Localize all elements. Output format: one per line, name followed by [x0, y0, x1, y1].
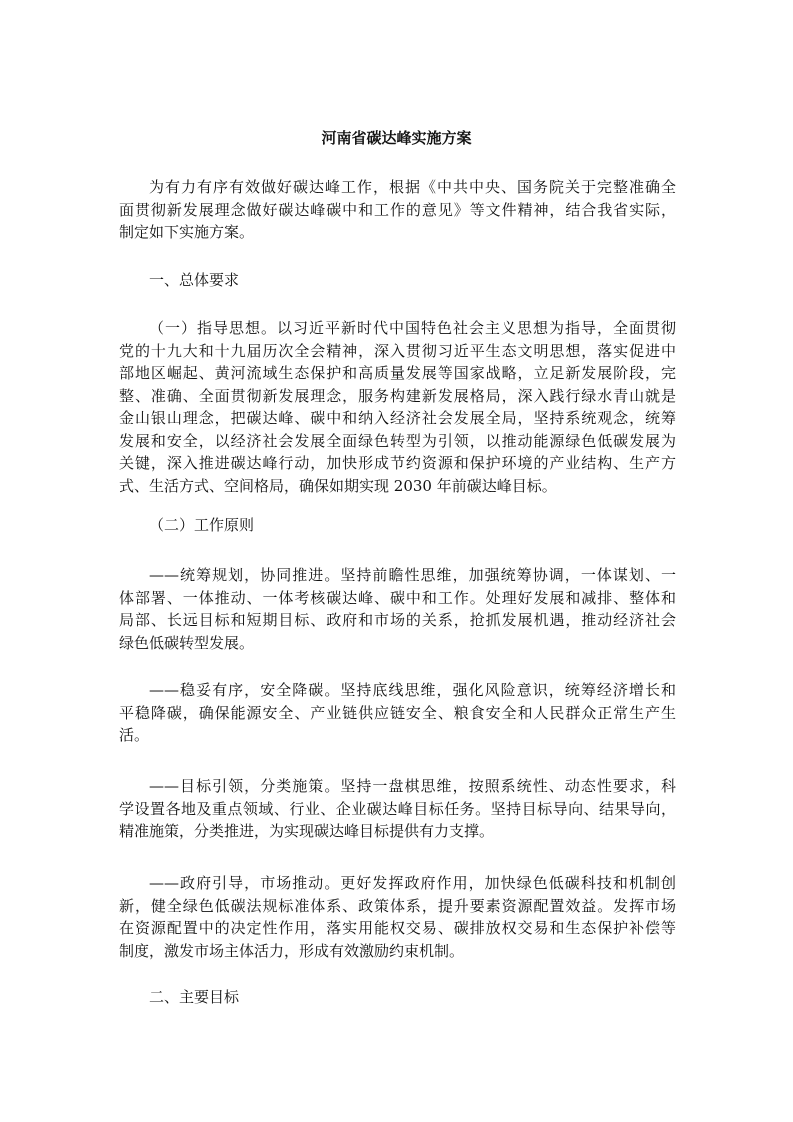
text-line: 部地区崛起、黄河流域生态保护和高质量发展等国家战略，立足新发展阶段，完 — [119, 364, 676, 382]
text-line: 新，健全绿色低碳法规标准体系、政策体系，提升要素资源配置效益。发挥市场 — [119, 896, 676, 915]
text-line: 一、总体要求 — [149, 271, 240, 289]
section-heading — [119, 986, 676, 1009]
paragraph — [119, 775, 676, 843]
text-line: 学设置各地及重点领域、行业、企业碳达峰目标任务。坚持目标导向、结果导向， — [119, 799, 676, 818]
text-line: 发展和安全，以经济社会发展全面绿色转型为引领，以推动能源绿色低碳发展为 — [119, 431, 676, 450]
text-line: （一）指导思想。以习近平新时代中国特色社会主义思想为指导，全面贯彻 — [149, 319, 676, 337]
paragraph — [119, 317, 676, 497]
paragraph — [119, 176, 676, 244]
text-line: 制定如下实施方案。 — [119, 223, 255, 241]
text-line: 精准施策，分类推进，为实现碳达峰目标提供有力支撑。 — [119, 822, 495, 840]
text-line: 平稳降碳，确保能源安全、产业链供应链安全、粮食安全和人民群众正常生产生 — [119, 703, 676, 722]
paragraph — [119, 564, 676, 654]
paragraph — [119, 872, 676, 962]
text-line: 党的十九大和十九届历次全会精神，深入贯彻习近平生态文明思想，落实促进中 — [119, 341, 676, 360]
text-line: ——统筹规划，协同推进。坚持前瞻性思维，加强统筹协调，一体谋划、一 — [149, 566, 676, 584]
text-line: 体部署、一体推动、一体考核碳达峰、碳中和工作。处理好发展和减排、整体和 — [119, 588, 676, 607]
text-line: 制度，激发市场主体活力，形成有效激励约束机制。 — [119, 941, 465, 960]
text-line: 二、主要目标 — [149, 988, 240, 1006]
text-line: ——目标引领，分类施策。坚持一盘棋思维，按照系统性、动态性要求，科 — [149, 777, 676, 795]
text-line: 式、生活方式、空间格局，确保如期实现 2030 年前碳达峰目标。 — [119, 476, 557, 495]
text-line: 绿色低碳转型发展。 — [119, 633, 255, 652]
text-line: ——政府引导，市场推动。更好发挥政府作用，加快绿色低碳科技和机制创 — [149, 874, 676, 892]
text-line: 活。 — [119, 726, 150, 744]
document-title: 河南省碳达峰实施方案 — [321, 129, 472, 147]
text-line: 金山银山理念，把碳达峰、碳中和纳入经济社会发展全局，坚持系统观念，统筹 — [119, 409, 676, 427]
text-line: ——稳妥有序，安全降碳。坚持底线思维，强化风险意识，统筹经济增长和 — [149, 681, 676, 699]
text-line: （二）工作原则 — [149, 516, 255, 534]
text-line: 局部、长远目标和短期目标、政府和市场的关系，抢抓发展机遇，推动经济社会 — [119, 611, 676, 629]
text-line: 为有力有序有效做好碳达峰工作，根据《中共中央、国务院关于完整准确全 — [149, 178, 676, 196]
text-line: 在资源配置中的决定性作用，落实用能权交易、碳排放权交易和生态保护补偿等 — [119, 919, 676, 937]
text-line: 面贯彻新发展理念做好碳达峰碳中和工作的意见》等文件精神，结合我省实际， — [119, 200, 676, 219]
text-line: 关键，深入推进碳达峰行动，加快形成节约资源和保护环境的产业结构、生产方 — [119, 454, 676, 472]
paragraph — [119, 679, 676, 747]
section-heading — [119, 269, 676, 292]
text-line: 整、准确、全面贯彻新发展理念，服务构建新发展格局，深入践行绿水青山就是 — [119, 386, 676, 405]
section-heading — [119, 514, 676, 537]
